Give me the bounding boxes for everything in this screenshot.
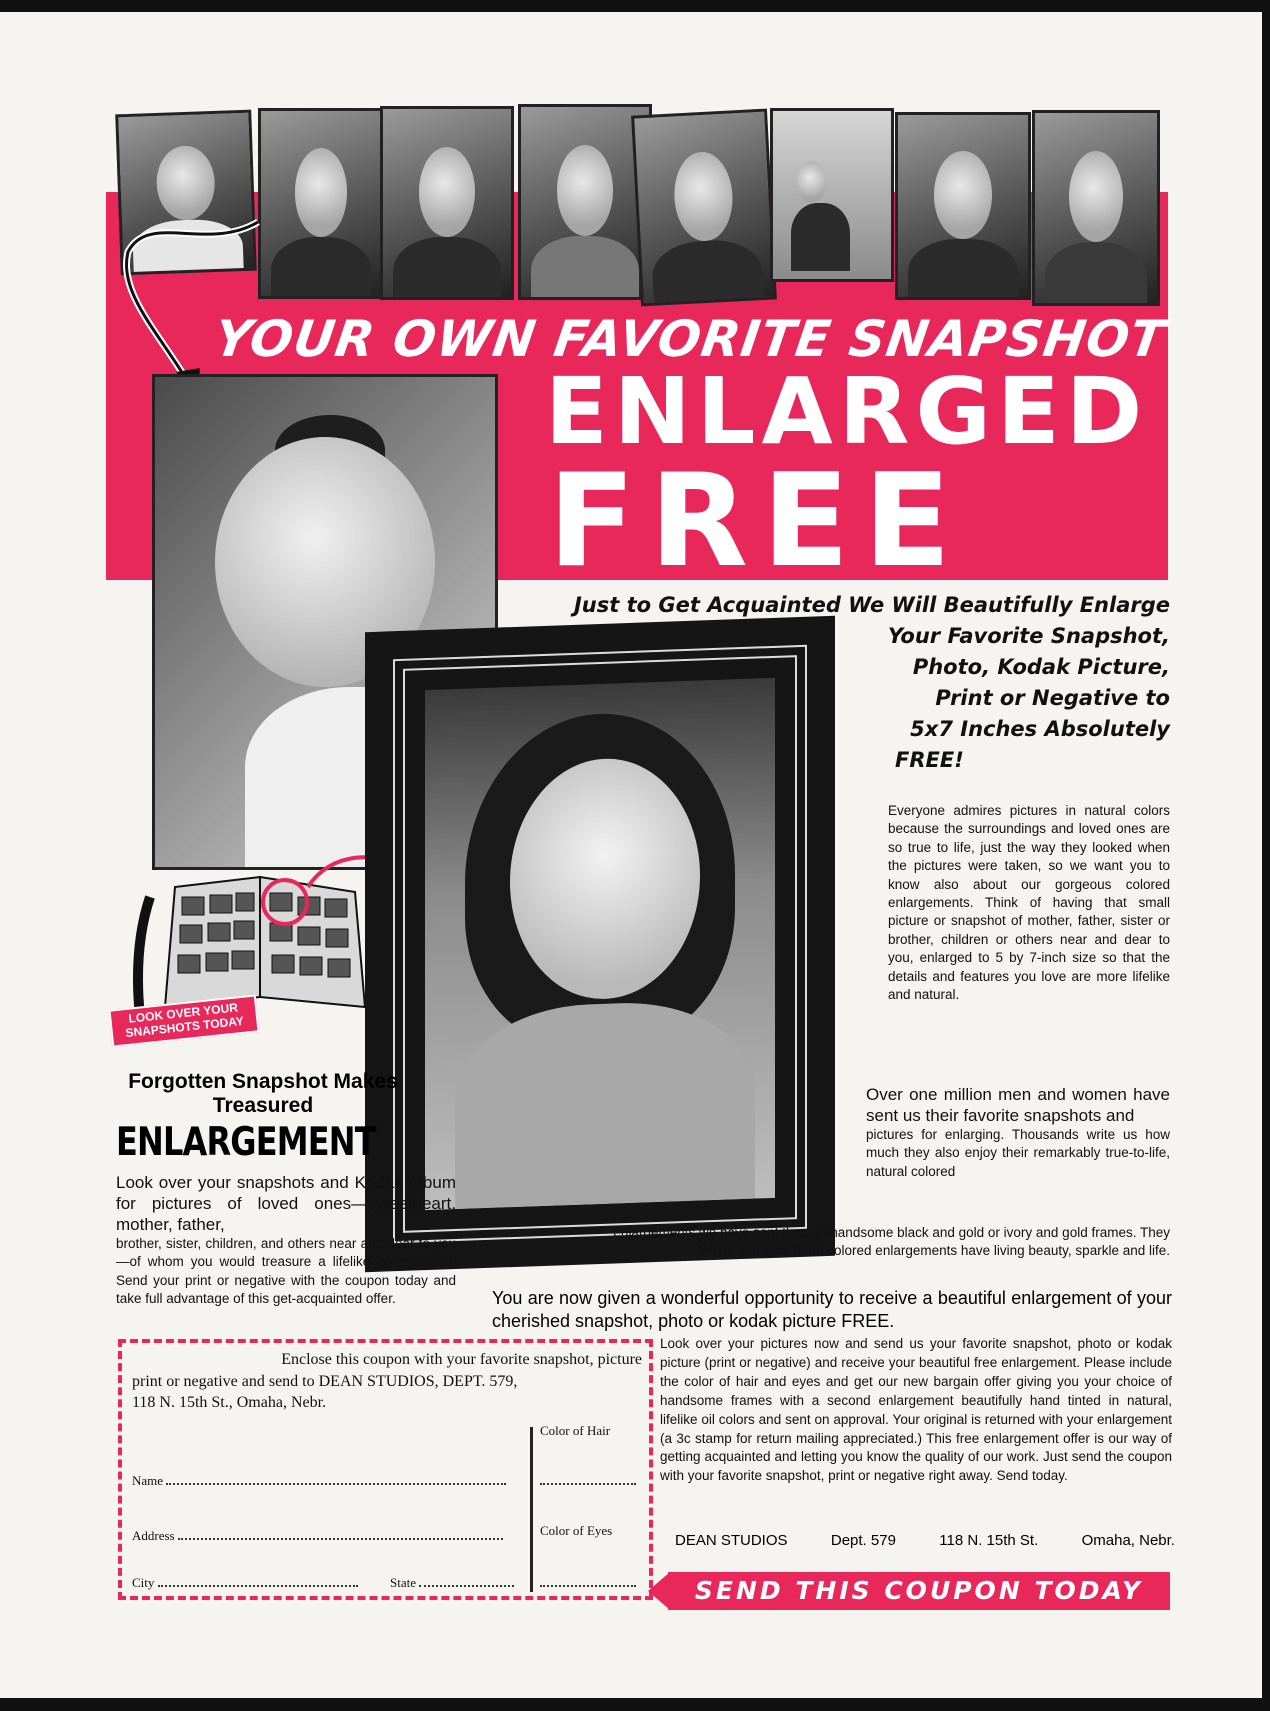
mail-in-coupon[interactable] <box>118 1339 653 1600</box>
coupon-instruction-line1: Enclose this coupon with your favorite snapshot, picture <box>281 1351 642 1368</box>
coupon-address-line: 118 N. 15th St., Omaha, Nebr. <box>132 1394 327 1411</box>
studio-city: Omaha, Nebr. <box>1081 1532 1175 1549</box>
intro-line: Print or Negative to <box>935 686 1170 710</box>
state-label: State <box>390 1575 416 1590</box>
look-over-paragraph: Look over your pictures now and send us your favorite snapshot, photo or kodak picture (print or negative) and receive your beautiful free enlargement. Please include the color of hair and eyes and get our new bargain offer giving you your choice of handsome frames with a second enlargement beautifully hand tinted in natural, lifelike oil colors and sent on approval. Your original is returned with your enlargement (a 3c stamp for return mailing appreciated.) This free enlargement offer is our way of getting acquainted and letting you know the quality of our work. Just send the coupon with your favorite snapshot, print or negative right away. Send today. <box>660 1336 1172 1484</box>
forgotten-snapshot-heading: Forgotten Snapshot Makes Treasured <box>128 1070 398 1117</box>
address-label: Address <box>132 1528 175 1543</box>
headline-favorite-snapshot: YOUR OWN FAVORITE SNAPSHOT <box>210 310 1170 368</box>
eye-color-entry-line[interactable] <box>540 1575 636 1587</box>
intro-offer-text <box>520 590 1170 776</box>
look-over-snapshots-badge: LOOK OVER YOUR SNAPSHOTS TODAY <box>108 994 259 1047</box>
name-field[interactable] <box>132 1473 506 1489</box>
intro-line: 5x7 Inches Absolutely <box>910 717 1170 741</box>
magazine-ad-page <box>0 12 1262 1698</box>
studio-street: 118 N. 15th St. <box>939 1532 1039 1549</box>
studio-address-line <box>675 1532 1175 1549</box>
hair-color-label: Color of Hair <box>540 1423 611 1438</box>
state-entry-line[interactable] <box>419 1575 514 1587</box>
eye-color-label: Color of Eyes <box>540 1523 613 1538</box>
eye-color-field[interactable] <box>540 1575 636 1591</box>
send-arrow-icon <box>648 1572 670 1610</box>
left-column-text <box>116 1172 456 1309</box>
send-coupon-banner: SEND THIS COUPON TODAY <box>668 1572 1170 1610</box>
intro-line: Your Favorite Snapshot, <box>887 624 1170 648</box>
address-entry-line[interactable] <box>178 1528 503 1540</box>
one-million-tail: enlargements we have sent them in handsome black and gold or ivory and gold frames. They tell us that their hand colored enlargements have living beauty, sparkle and life. <box>613 1225 1170 1259</box>
coupon-instruction-line2: print or negative and send to DEAN STUDIOS, DEPT. 579, <box>132 1373 518 1390</box>
name-label: Name <box>132 1473 164 1488</box>
left-column-body: brother, sister, children, and others near and dear to you—of whom you would treasure a lifelike enlargement. Send your print or negative with the coupon today and take full advantage of this get-acquainted offer. <box>116 1236 456 1307</box>
intro-line: FREE! <box>895 748 964 772</box>
hair-color-entry-line[interactable] <box>540 1473 636 1485</box>
headline-enlarged: ENLARGED <box>545 358 1149 465</box>
intro-line: Just to Get Acquainted We Will Beautifully Enlarge <box>573 593 1170 617</box>
snapshot-older-woman <box>895 112 1031 300</box>
hair-color-field[interactable] <box>540 1473 636 1489</box>
snapshot-man-glasses <box>631 109 777 307</box>
headline-free: FREE <box>548 447 965 596</box>
city-entry-line[interactable] <box>158 1575 358 1587</box>
state-field[interactable] <box>390 1575 514 1591</box>
opportunity-paragraph: You are now given a wonderful opportunity to receive a beautiful enlargement of your cherished snapshot, photo or kodak picture FREE. <box>492 1288 1172 1331</box>
one-million-paragraph <box>866 1084 1170 1181</box>
snapshot-older-man <box>1032 110 1160 306</box>
snapshot-sailor <box>380 106 514 300</box>
city-label: City <box>132 1575 155 1590</box>
one-million-body: pictures for enlarging. Thousands write us how much they also enjoy their remarkably true-to-life, natural colored <box>866 1127 1170 1179</box>
studio-name: DEAN STUDIOS <box>675 1532 788 1549</box>
address-field[interactable] <box>132 1528 503 1544</box>
intro-line: Photo, Kodak Picture, <box>912 655 1170 679</box>
enlargement-heading: ENLARGEMENT <box>116 1120 376 1165</box>
one-million-lead: Over one million men and women have sent us their favorite snapshots and <box>866 1085 1170 1125</box>
snapshot-boy-with-dog <box>770 108 894 282</box>
left-column-lead: Look over your snapshots and Kodak Album for pictures of loved ones—sweetheart, mother, father, <box>116 1173 456 1234</box>
natural-colors-paragraph: Everyone admires pictures in natural colors because the surroundings and loved ones are so true to life, just the way they looked when the pictures were taken, so we want you to know also about our gorgeous colored enlargements. Think of having that small picture or snapshot of mother, father, sister or brother, children or others near and dear to you, enlarged to 5 by 7-inch size so that the details and features you love are more lifelike and natural. <box>888 803 1170 1003</box>
name-entry-line[interactable] <box>166 1473 506 1485</box>
city-field[interactable] <box>132 1575 358 1591</box>
studio-dept: Dept. 579 <box>830 1532 896 1549</box>
coupon-divider <box>530 1427 533 1592</box>
